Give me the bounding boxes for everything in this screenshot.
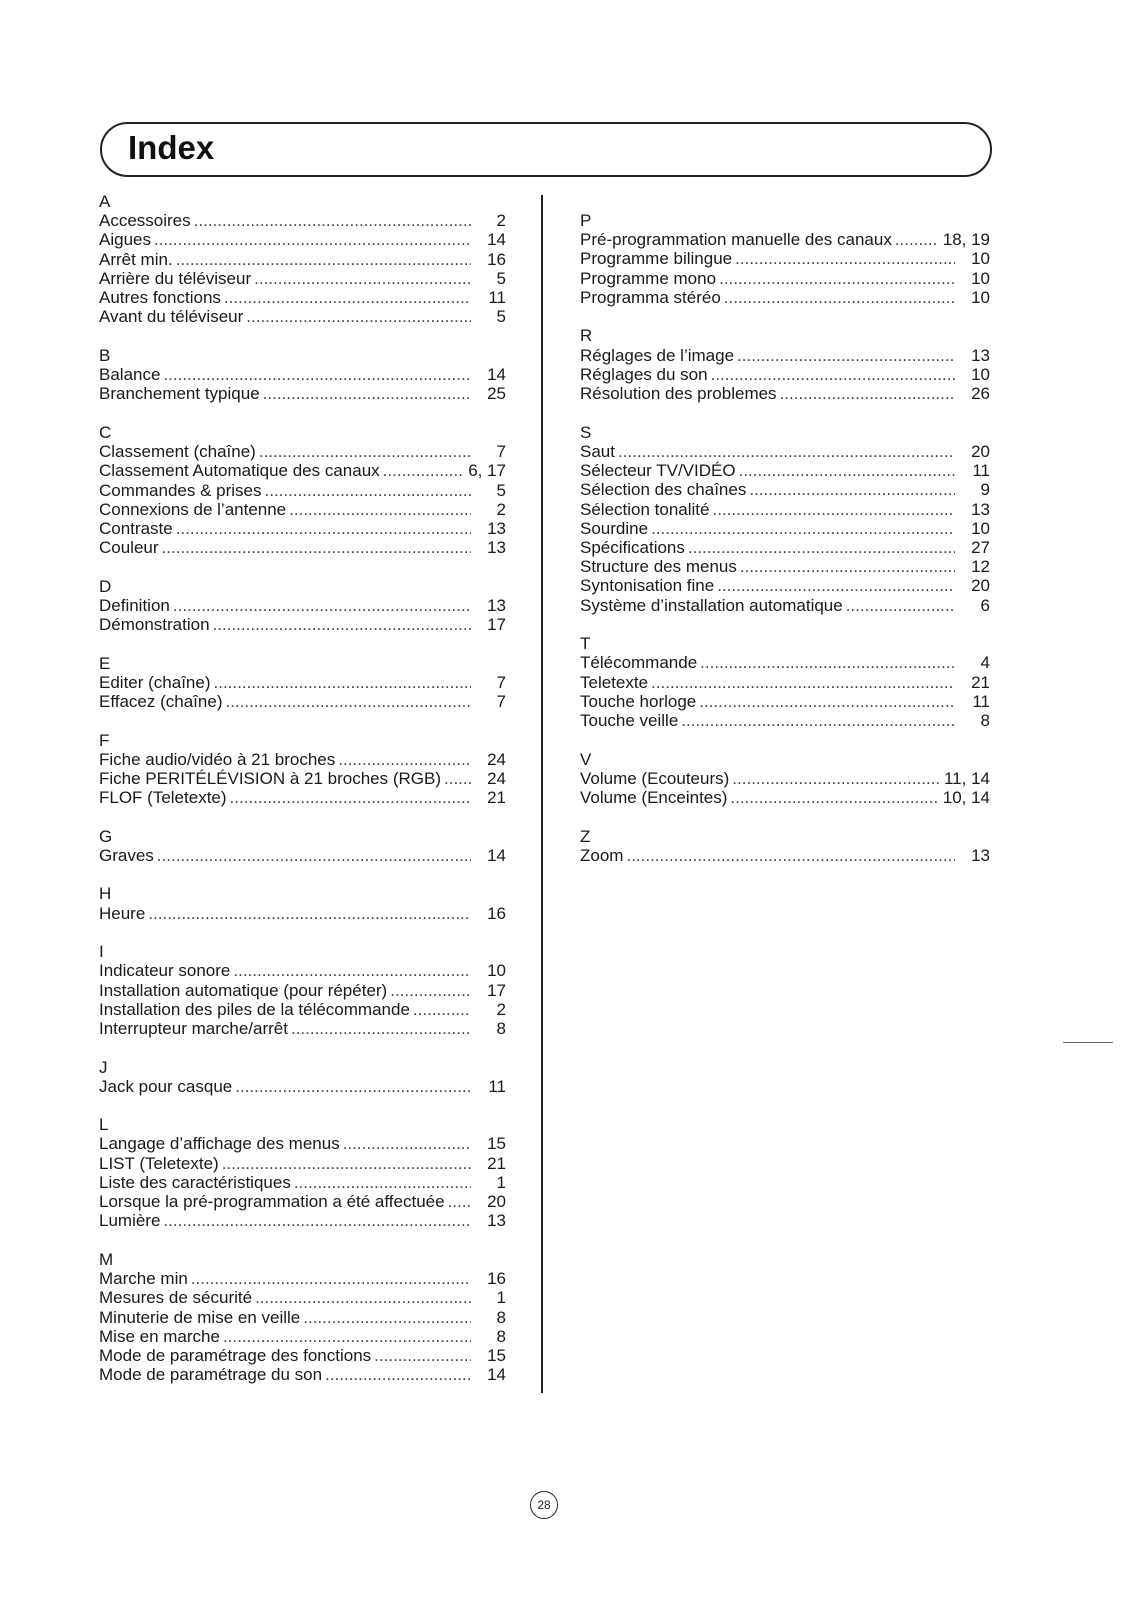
index-entry [99,230,506,249]
entry-page-numbers: 26 [971,384,990,404]
index-letter-heading: D [99,576,112,596]
dot-leader [413,1000,471,1019]
entry-term: Editer (chaîne) [99,672,211,692]
dot-leader [224,288,471,307]
entry-term: Programma stéréo [580,287,721,307]
index-entry [580,461,990,480]
index-entry [99,673,506,692]
entry-page-numbers: 13 [487,518,506,538]
dot-leader [246,307,471,326]
index-entry [580,788,990,807]
dot-leader [225,692,471,711]
dot-leader [214,673,472,692]
index-entry [99,904,506,923]
entry-page-numbers: 7 [496,672,506,692]
dot-leader [739,461,955,480]
dot-leader [749,480,955,499]
dot-leader [213,615,471,634]
entry-page-numbers: 14 [487,230,506,250]
entry-term: Mesures de sécurité [99,1288,253,1308]
index-entry [99,846,506,865]
index-entry [99,1327,506,1346]
entry-term: Saut [580,441,615,461]
index-title-banner [100,122,992,177]
entry-term: Arrêt min. [99,249,173,269]
index-group [580,211,990,307]
index-entry [99,1154,506,1173]
entry-term: Sélection des chaînes [580,480,747,500]
dot-leader [194,211,471,230]
dot-leader [699,692,955,711]
index-entry [99,1288,506,1307]
entry-page-numbers: 13 [971,345,990,365]
index-entry [580,480,990,499]
entry-term: Installation automatique (pour répéter) [99,980,388,1000]
entry-page-numbers: 24 [487,749,506,769]
entry-page-numbers: 1 [496,1288,506,1308]
index-entry [99,692,506,711]
dot-leader [265,481,471,500]
index-entry [99,269,506,288]
dot-leader [259,442,471,461]
index-entry [580,384,990,403]
index-entry [99,981,506,1000]
index-entry [99,365,506,384]
entry-page-numbers: 11 [488,288,506,308]
entry-page-numbers: 11 [972,461,990,481]
index-entry [580,500,990,519]
dot-leader [235,1077,471,1096]
index-entry [99,750,506,769]
page-number-circle [530,1491,558,1519]
entry-term: Réglages de l’image [580,345,735,365]
index-letter-heading: R [580,326,593,346]
entry-term: Démonstration [99,615,210,635]
index-group [99,1115,506,1230]
index-letter-heading: A [99,192,111,211]
entry-page-numbers: 6, 17 [468,461,506,481]
entry-term: Avant du téléviseur [99,307,244,327]
page-number: 28 [537,1498,551,1512]
entry-term: Mise en marche [99,1326,220,1346]
dot-leader [717,576,955,595]
index-entry [580,653,990,672]
column-divider [541,195,543,1393]
entry-page-numbers: 20 [971,576,990,596]
dot-leader [737,346,955,365]
entry-page-numbers: 8 [496,1019,506,1039]
dot-leader [444,769,471,788]
entry-term: Balance [99,365,161,385]
dot-leader [846,596,955,615]
entry-page-numbers: 10 [971,287,990,307]
entry-term: Volume (Enceintes) [580,788,728,808]
index-entry [580,538,990,557]
entry-page-numbers: 16 [487,1269,506,1289]
index-entry [580,519,990,538]
entry-page-numbers: 27 [971,537,990,557]
entry-term: Definition [99,595,170,615]
entry-term: Sourdine [580,518,649,538]
entry-term: Sélecteur TV/VIDÉO [580,461,736,481]
index-letter-heading: G [99,826,113,846]
entry-term: Connexions de l’antenne [99,499,287,519]
index-entry [580,557,990,576]
dot-leader [254,269,471,288]
entry-term: Accessoires [99,211,191,231]
index-entry [99,481,506,500]
index-group [580,750,990,808]
entry-term: Branchement typique [99,384,260,404]
index-entry [580,692,990,711]
entry-page-numbers: 13 [487,1211,506,1231]
entry-page-numbers: 1 [496,1172,506,1192]
entry-page-numbers: 20 [971,441,990,461]
dot-leader [343,1134,471,1153]
dot-leader [338,750,471,769]
entry-page-numbers: 13 [487,538,506,558]
dot-leader [724,288,955,307]
index-entry [99,307,506,326]
dot-leader [162,538,471,557]
index-letter-heading: S [580,422,592,442]
index-entry [99,1173,506,1192]
entry-term: Heure [99,903,146,923]
entry-page-numbers: 2 [496,499,506,519]
index-entry [580,711,990,730]
entry-term: Zoom [580,845,624,865]
entry-page-numbers: 10 [487,961,506,981]
entry-page-numbers: 17 [487,615,506,635]
index-entry [99,1077,506,1096]
index-entry [99,461,506,480]
index-entry [99,288,506,307]
dot-leader [176,519,471,538]
entry-term: Liste des caractéristiques [99,1172,291,1192]
entry-page-numbers: 14 [487,1365,506,1385]
entry-term: Programme bilingue [580,249,733,269]
margin-mark [1063,1042,1113,1043]
entry-term: Classement Automatique des canaux [99,461,380,481]
entry-page-numbers: 11 [972,691,990,711]
index-column-right [580,211,990,865]
entry-term: Mode de paramétrage des fonctions [99,1346,372,1366]
entry-term: Pré-programmation manuelle des canaux [580,230,892,250]
dot-leader [222,1154,471,1173]
dot-leader [651,519,955,538]
dot-leader [780,384,955,403]
entry-page-numbers: 11 [488,1076,506,1096]
index-entry [99,1365,506,1384]
index-entry [99,1192,506,1211]
dot-leader [712,500,955,519]
dot-leader [711,365,955,384]
entry-page-numbers: 10 [971,518,990,538]
entry-term: Programme mono [580,268,717,288]
dot-leader [157,846,471,865]
entry-page-numbers: 6 [980,595,990,615]
entry-page-numbers: 10 [971,249,990,269]
index-letter-heading: C [99,422,112,442]
dot-leader [163,1211,471,1230]
entry-page-numbers: 5 [496,307,506,327]
entry-page-numbers: 8 [496,1326,506,1346]
index-group [99,884,506,922]
entry-page-numbers: 10 [971,268,990,288]
index-group [99,827,506,865]
index-entry [99,1019,506,1038]
index-entry [580,442,990,461]
index-letter-heading: H [99,884,112,904]
index-entry [99,211,506,230]
index-entry [99,615,506,634]
index-group [99,1058,506,1096]
entry-page-numbers: 21 [971,672,990,692]
entry-page-numbers: 7 [496,692,506,712]
dot-leader [294,1173,471,1192]
dot-leader [626,846,955,865]
entry-term: Système d’installation automatique [580,595,843,615]
entry-page-numbers: 2 [496,999,506,1019]
entry-term: FLOF (Teletexte) [99,788,227,808]
dot-leader [618,442,955,461]
entry-page-numbers: 8 [980,711,990,731]
dot-leader [895,230,938,249]
entry-term: Structure des menus [580,557,737,577]
index-entry [99,1308,506,1327]
entry-page-numbers: 14 [487,845,506,865]
dot-leader [303,1308,471,1327]
entry-page-numbers: 17 [487,980,506,1000]
dot-leader [688,538,955,557]
entry-term: Mode de paramétrage du son [99,1365,323,1385]
dot-leader [383,461,464,480]
entry-page-numbers: 10 [971,364,990,384]
entry-term: Effacez (chaîne) [99,692,223,712]
entry-page-numbers: 14 [487,365,506,385]
entry-page-numbers: 5 [496,480,506,500]
index-entry [99,500,506,519]
index-letter-heading: B [99,345,111,365]
entry-page-numbers: 16 [487,903,506,923]
index-letter-heading: P [580,211,592,230]
dot-leader [223,1327,471,1346]
entry-term: Fiche PERITÉLÉVISION à 21 broches (RGB) [99,769,442,789]
index-group [99,577,506,635]
dot-leader [289,500,471,519]
index-group [99,423,506,558]
index-entry [580,346,990,365]
entry-term: Arrière du téléviseur [99,268,252,288]
entry-term: Contraste [99,518,173,538]
entry-term: Installation des piles de la télécommande [99,999,410,1019]
index-entry [580,576,990,595]
dot-leader [651,673,955,692]
entry-page-numbers: 5 [496,268,506,288]
entry-term: Teletexte [580,672,649,692]
index-entry [99,788,506,807]
index-entry [580,249,990,268]
dot-leader [154,230,471,249]
index-entry [580,769,990,788]
index-entry [580,230,990,249]
entry-page-numbers: 9 [980,480,990,500]
index-group [99,942,506,1038]
index-entry [580,673,990,692]
index-group [580,827,990,865]
index-entry [580,846,990,865]
entry-term: Spécifications [580,537,685,557]
dot-leader [448,1192,471,1211]
entry-term: Commandes & prises [99,480,262,500]
entry-page-numbers: 25 [487,384,506,404]
index-entry [99,1000,506,1019]
entry-term: Réglages du son [580,364,708,384]
entry-term: Autres fonctions [99,288,221,308]
dot-leader [730,788,937,807]
entry-term: Lorsque la pré-programmation a été affectuée [99,1192,445,1212]
entry-term: Minuterie de mise en veille [99,1307,301,1327]
dot-leader [390,981,471,1000]
entry-page-numbers: 15 [487,1346,506,1366]
index-entry [580,269,990,288]
dot-leader [176,250,471,269]
entry-page-numbers: 18, 19 [942,230,990,250]
index-entry [99,961,506,980]
index-column-left [99,192,506,1385]
index-entry [99,442,506,461]
entry-page-numbers: 21 [487,1153,506,1173]
dot-leader [700,653,955,672]
index-letter-heading: F [99,730,110,750]
entry-page-numbers: 7 [496,442,506,462]
index-entry [99,1346,506,1365]
dot-leader [255,1288,471,1307]
index-letter-heading: I [99,942,104,962]
entry-term: Marche min [99,1269,188,1289]
index-entry [99,384,506,403]
index-group [99,654,506,712]
entry-term: Touche horloge [580,691,697,711]
dot-leader [173,596,471,615]
entry-page-numbers: 10, 14 [942,788,990,808]
entry-term: Fiche audio/vidéo à 21 broches [99,749,336,769]
index-group [99,731,506,808]
index-group [580,326,990,403]
entry-term: Résolution des problemes [580,384,777,404]
entry-term: Syntonisation fine [580,576,715,596]
entry-page-numbers: 11, 14 [943,768,990,788]
index-group [99,1250,506,1385]
index-group [580,634,990,730]
dot-leader [230,788,471,807]
index-letter-heading: Z [580,826,591,846]
entry-term: Classement (chaîne) [99,442,256,462]
entry-page-numbers: 4 [980,653,990,673]
index-entry [99,1269,506,1288]
entry-term: Lumière [99,1211,161,1231]
index-letter-heading: V [580,749,592,769]
dot-leader [374,1346,471,1365]
index-letter-heading: E [99,653,111,673]
dot-leader [735,249,955,268]
entry-term: Volume (Ecouteurs) [580,768,730,788]
entry-term: Interrupteur marche/arrêt [99,1019,288,1039]
index-entry [99,1211,506,1230]
entry-page-numbers: 20 [487,1192,506,1212]
dot-leader [681,711,955,730]
entry-term: Indicateur sonore [99,961,231,981]
dot-leader [719,269,955,288]
entry-page-numbers: 24 [487,769,506,789]
index-entry [99,769,506,788]
index-entry [580,596,990,615]
entry-page-numbers: 21 [487,788,506,808]
index-entry [99,1134,506,1153]
index-letter-heading: T [580,634,591,654]
entry-term: Touche veille [580,711,679,731]
index-letter-heading: M [99,1249,114,1269]
entry-page-numbers: 16 [487,249,506,269]
page-title: Index [128,129,215,166]
entry-term: Langage d’affichage des menus [99,1134,340,1154]
dot-leader [163,365,471,384]
entry-page-numbers: 15 [487,1134,506,1154]
index-group [99,346,506,404]
dot-leader [263,384,471,403]
index-entry [580,288,990,307]
index-entry [99,250,506,269]
entry-term: Sélection tonalité [580,499,710,519]
entry-page-numbers: 12 [971,557,990,577]
index-entry [99,538,506,557]
dot-leader [148,904,471,923]
index-letter-heading: L [99,1115,109,1135]
dot-leader [233,961,471,980]
entry-term: Aigues [99,230,151,250]
entry-page-numbers: 2 [496,211,506,231]
entry-term: Télécommande [580,653,698,673]
entry-term: Couleur [99,538,159,558]
entry-page-numbers: 13 [487,595,506,615]
index-group [580,423,990,615]
dot-leader [191,1269,471,1288]
entry-term: Graves [99,845,154,865]
entry-term: Jack pour casque [99,1076,233,1096]
entry-page-numbers: 8 [496,1307,506,1327]
index-letter-heading: J [99,1057,108,1077]
index-entry [580,365,990,384]
index-group [99,192,506,327]
entry-term: LIST (Teletexte) [99,1153,219,1173]
entry-page-numbers: 13 [971,845,990,865]
dot-leader [291,1019,471,1038]
dot-leader [325,1365,471,1384]
index-entry [99,596,506,615]
index-entry [99,519,506,538]
dot-leader [740,557,955,576]
entry-page-numbers: 13 [971,499,990,519]
dot-leader [732,769,939,788]
